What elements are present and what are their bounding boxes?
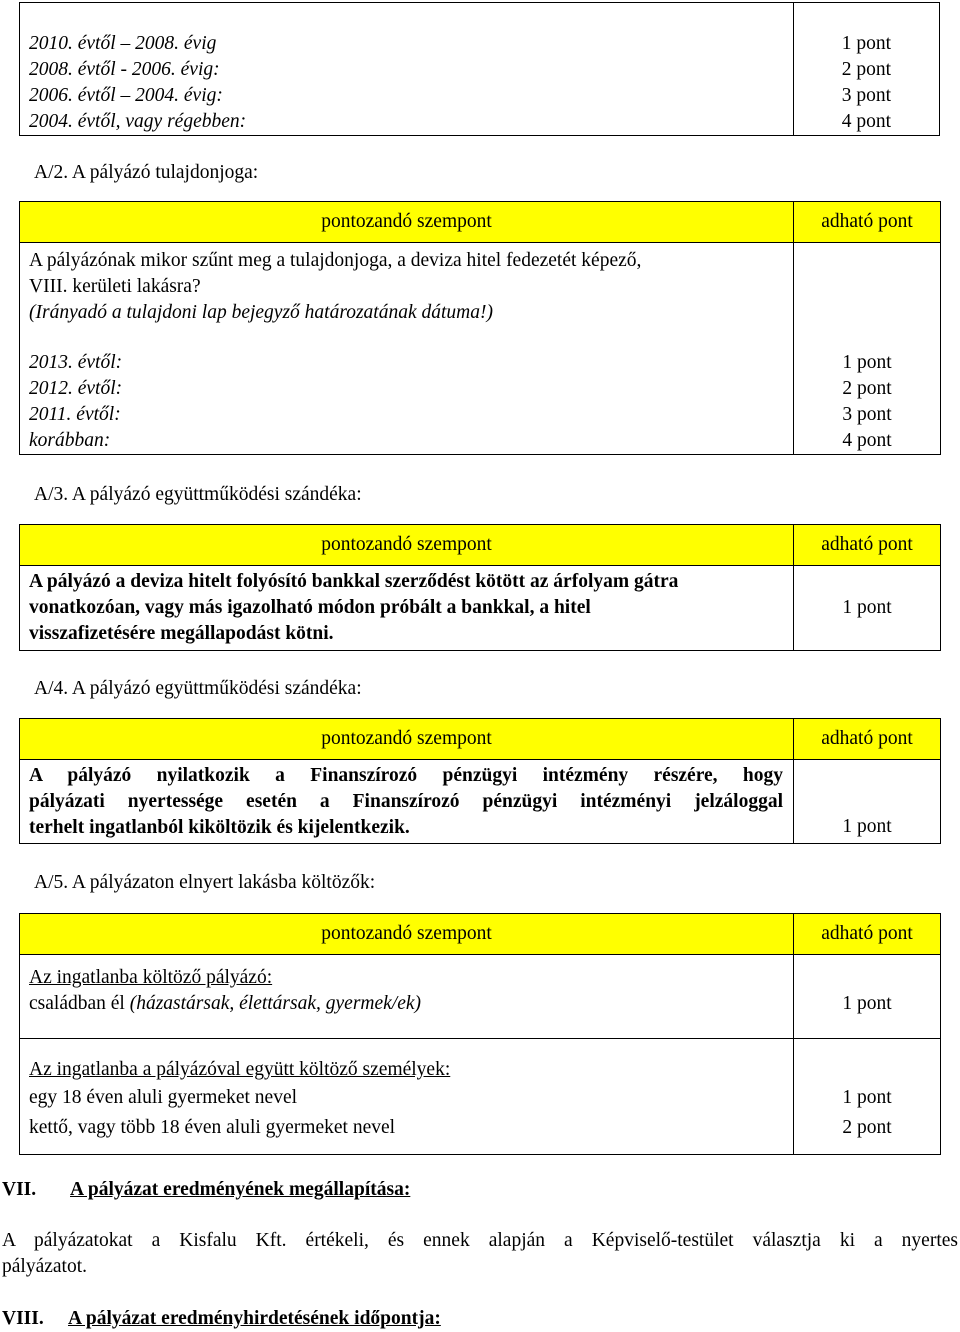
a2-points-2: 2 pont	[842, 378, 892, 399]
a3-text-line2: vonatkozóan, vagy más igazolható módon próbált a bankkal, a hitel	[29, 597, 591, 618]
a5-group2-points-1: 1 pont	[842, 1087, 892, 1108]
a2-header-criterion: pontozandó szempont	[20, 202, 794, 243]
a2-heading: A/2. A pályázó tulajdonjoga:	[34, 162, 259, 183]
a4-text-line3: terhelt ingatlanból kiköltözik és kijelentkezik.	[29, 817, 410, 838]
a2-header-points: adható pont	[794, 202, 941, 243]
year-range-4: 2004. évtől, vagy régebben:	[29, 111, 247, 132]
a2-question-line1: A pályázónak mikor szűnt meg a tulajdonjoga, a deviza hitel fedezetét képező,	[29, 250, 642, 271]
a2-body-cell	[20, 243, 794, 455]
a2-question-line2: VIII. kerületi lakásra?	[29, 276, 201, 297]
a4-text-line2: pályázati nyertessége esetén a Finanszírozó pénzügyi intézményi jelzáloggal	[29, 791, 783, 812]
previous-scoring-table	[19, 2, 940, 136]
a2-option-2: 2012. évtől:	[29, 378, 123, 399]
a2-note: (Irányadó a tulajdoni lap bejegyző határozatának dátuma!)	[29, 302, 493, 323]
year-range-1: 2010. évtől – 2008. évig	[29, 33, 217, 54]
a4-points: 1 pont	[794, 760, 941, 844]
a3-body-cell	[20, 566, 794, 651]
section8-number: VIII.	[2, 1308, 44, 1329]
a2-points-1: 1 pont	[842, 352, 892, 373]
section7-number: VII.	[2, 1179, 37, 1200]
a4-heading: A/4. A pályázó együttműködési szándéka:	[34, 678, 362, 699]
section7-paragraph-line2: pályázatot.	[2, 1256, 87, 1277]
a5-group2-points-2: 2 pont	[842, 1117, 892, 1138]
a5-group2-points-cell	[794, 1039, 941, 1155]
a5-group2-cell	[20, 1039, 794, 1155]
a4-body-cell	[20, 760, 794, 844]
a5-group1-title: Az ingatlanba költöző pályázó:	[29, 967, 273, 988]
a2-option-1: 2013. évtől:	[29, 352, 123, 373]
a2-points-4: 4 pont	[842, 430, 892, 451]
a5-group1-points: 1 pont	[794, 955, 941, 1039]
points-4: 4 pont	[841, 111, 892, 132]
a2-option-3: 2011. évtől:	[29, 404, 121, 425]
a3-text-line1: A pályázó a deviza hitelt folyósító bankkal szerződést kötött az árfolyam gátra	[29, 571, 679, 592]
a3-points: 1 pont	[794, 566, 941, 651]
section7-paragraph-line1: A pályázatokat a Kisfalu Kft. értékeli, és ennek alapján a Képviselő-testület választja ki a nyertes	[2, 1230, 958, 1251]
a5-heading: A/5. A pályázaton elnyert lakásba költözők:	[34, 872, 376, 893]
a5-group1-row-main: családban él	[29, 993, 130, 1014]
a4-text-line1: A pályázó nyilatkozik a Finanszírozó pénzügyi intézmény részére, hogy	[29, 765, 783, 786]
a4-header-criterion: pontozandó szempont	[20, 719, 794, 760]
a5-group1-row	[20, 991, 793, 1017]
a2-table	[19, 201, 941, 455]
a2-points-cell	[794, 243, 941, 455]
a3-text-line3: visszafizetésére megállapodást kötni.	[29, 623, 334, 644]
a5-group1-row-italic: (házastársak, élettársak, gyermek/ek)	[129, 993, 422, 1014]
a2-points-3: 3 pont	[842, 404, 892, 425]
section7-title: A pályázat eredményének megállapítása:	[70, 1179, 411, 1200]
a4-header-points: adható pont	[794, 719, 941, 760]
a2-option-4: korábban:	[29, 430, 111, 451]
a5-group2-title: Az ingatlanba a pályázóval együtt költöző személyek:	[29, 1059, 451, 1080]
a3-heading: A/3. A pályázó együttműködési szándéka:	[34, 484, 362, 505]
years-cell	[20, 3, 794, 136]
a5-header-points: adható pont	[794, 914, 941, 955]
points-1: 1 pont	[841, 33, 892, 54]
a5-header-criterion: pontozandó szempont	[20, 914, 794, 955]
year-range-3: 2006. évtől – 2004. évig:	[29, 85, 223, 106]
a4-table	[19, 718, 941, 844]
points-cell	[793, 3, 939, 136]
a3-table	[19, 524, 941, 651]
year-range-2: 2008. évtől - 2006. évig:	[29, 59, 220, 80]
a5-group2-row-2: kettő, vagy több 18 éven aluli gyermeket nevel	[29, 1117, 396, 1138]
a5-group1-cell	[20, 955, 794, 1039]
points-2: 2 pont	[841, 59, 892, 80]
a5-group2-row-1: egy 18 éven aluli gyermeket nevel	[29, 1087, 298, 1108]
a3-header-criterion: pontozandó szempont	[20, 525, 794, 566]
section8-title: A pályázat eredményhirdetésének időpontja:	[68, 1308, 441, 1329]
a3-header-points: adható pont	[794, 525, 941, 566]
points-3: 3 pont	[841, 85, 892, 106]
a5-table	[19, 913, 941, 1155]
